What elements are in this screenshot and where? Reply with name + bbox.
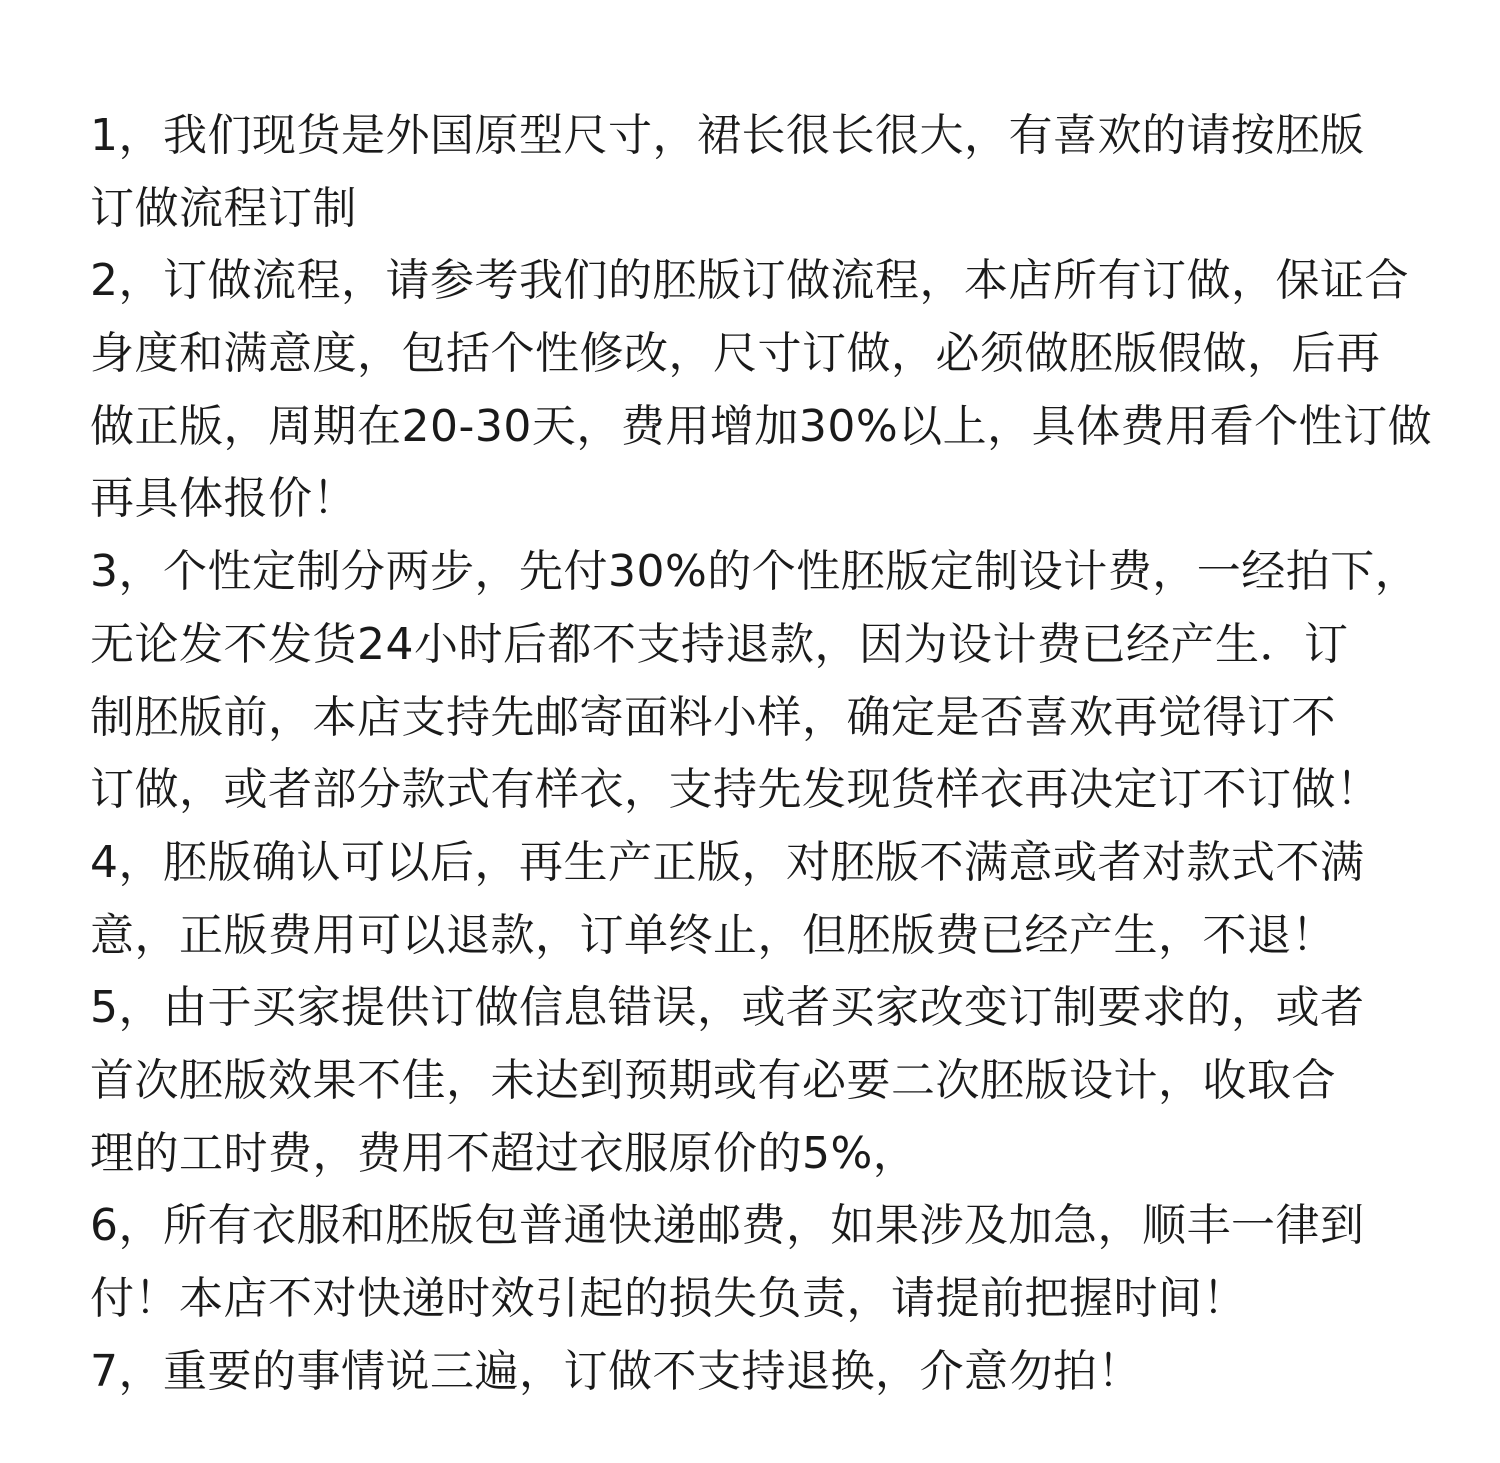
- policy-notice: [90, 100, 1433, 1408]
- notice-line: 2，订做流程，请参考我们的胚版订做流程，本店所有订做，保证合: [90, 255, 1409, 307]
- notice-line: 身度和满意度，包括个性修改，尺寸订做，必须做胚版假做，后再: [90, 328, 1381, 380]
- notice-line: 再具体报价！: [90, 473, 357, 525]
- notice-line: 5，由于买家提供订做信息错误，或者买家改变订制要求的，或者: [90, 982, 1365, 1034]
- notice-line: 制胚版前，本店支持先邮寄面料小样，确定是否喜欢再觉得订不: [90, 691, 1336, 743]
- notice-line: 7，重要的事情说三遍，订做不支持退换，介意勿拍！: [90, 1345, 1142, 1397]
- notice-line: 理的工时费，费用不超过衣服原价的5%，: [90, 1127, 918, 1179]
- notice-line: 无论发不发货24小时后都不支持退款，因为设计费已经产生．订: [90, 618, 1349, 670]
- notice-line: 做正版，周期在20-30天，费用增加30%以上，具体费用看个性订做: [90, 400, 1433, 452]
- notice-line: 订做流程订制: [90, 182, 357, 234]
- notice-line: 1，我们现货是外国原型尺寸，裙长很长很大，有喜欢的请按胚版: [90, 110, 1365, 161]
- notice-line: 3，个性定制分两步，先付30%的个性胚版定制设计费，一经拍下，: [90, 546, 1420, 598]
- notice-line: 首次胚版效果不佳，未达到预期或有必要二次胚版设计，收取合: [90, 1054, 1336, 1106]
- notice-line: 6，所有衣服和胚版包普通快递邮费，如果涉及加急，顺丰一律到: [90, 1200, 1365, 1252]
- notice-line: 订做，或者部分款式有样衣，支持先发现货样衣再决定订不订做！: [90, 764, 1381, 816]
- notice-line: 意，正版费用可以退款，订单终止，但胚版费已经产生，不退！: [90, 909, 1336, 961]
- notice-line: 付！本店不对快递时效引起的损失负责，请提前把握时间！: [90, 1273, 1247, 1324]
- notice-line: 4，胚版确认可以后，再生产正版，对胚版不满意或者对款式不满: [90, 836, 1365, 888]
